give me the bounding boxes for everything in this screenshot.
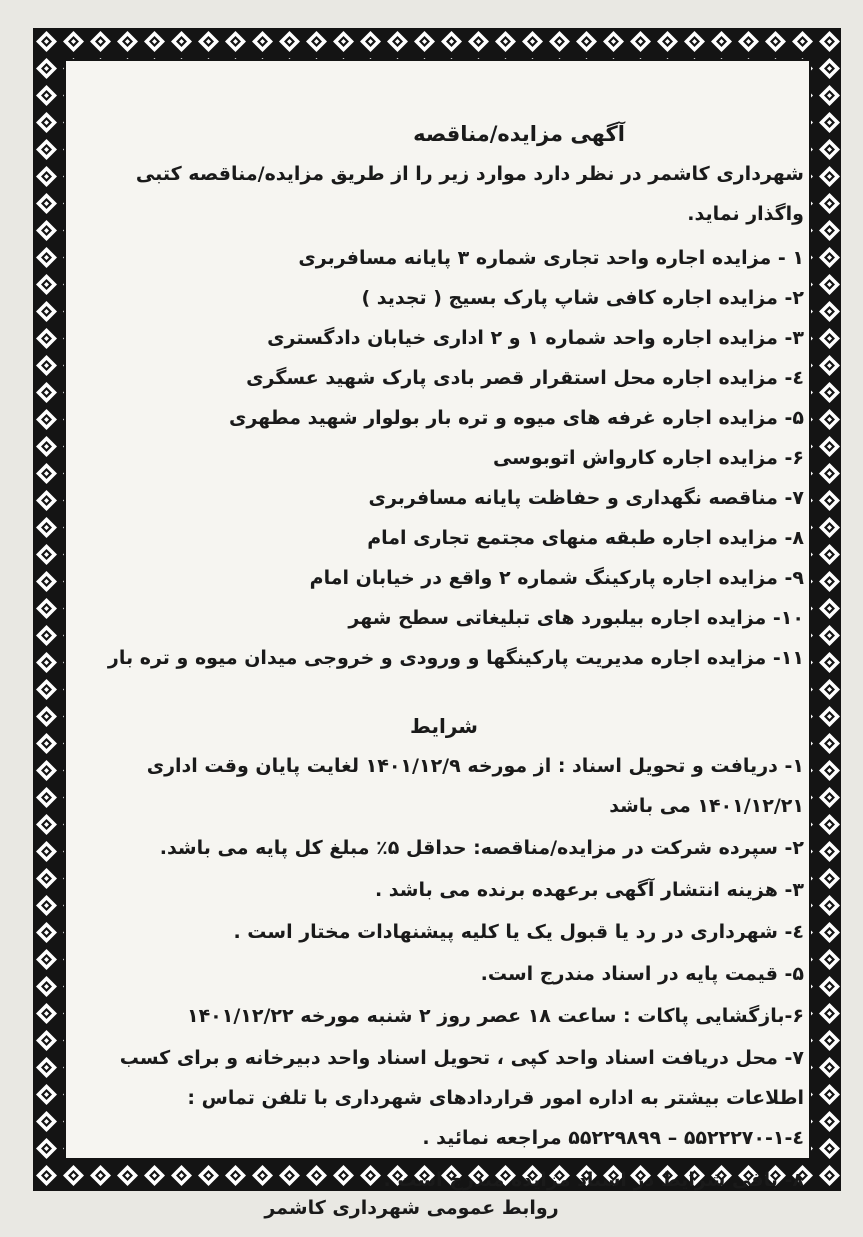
- condition-item: ٤- شهرداری در رد یا قبول یک یا کلیه پیشنهادات مختار است .: [233, 921, 804, 943]
- conditions-list: [74, 746, 804, 1200]
- list-item: ۱۱- مزایده اجاره مدیریت پارکینگها و ورودی و خروجی میدان میوه و تره بار: [107, 647, 804, 669]
- list-item: ۵- مزایده اجاره غرفه های میوه و تره بار بولوار شهید مطهری: [228, 407, 804, 429]
- list-item: ۹- مزایده اجاره پارکینگ شماره ۲ واقع در خیابان امام: [309, 567, 804, 589]
- notice-content: [74, 100, 804, 1202]
- footer-signature: روابط عمومی شهرداری کاشمر: [264, 1197, 559, 1219]
- condition-item: ۶-بازگشایی پاکات : ساعت ۱۸ عصر روز ۲ شنبه مورخه ۱۴۰۱/۱۲/۲۲: [186, 1005, 804, 1027]
- list-item: ۱۰- مزایده اجاره بیلبورد های تبلیغاتی سطح شهر: [348, 607, 804, 629]
- condition-item: ۳- هزینه انتشار آگهی برعهده برنده می باشد .: [374, 879, 804, 901]
- condition-item: ۷- محل دریافت اسناد واحد کپی ، تحویل اسناد واحد دبیرخانه و برای کسب اطلاعات بیشتر به اداره امور قراردادهای شهرداری با تلفن تماس : ٤-۱-۵۵۲۲۲۷۰ – ۵۵۲۲۹۸۹۹ مراجعه نمائید .: [119, 1047, 804, 1149]
- condition-item: ۵- قیمت پایه در اسناد مندرج است.: [480, 963, 804, 985]
- condition-item: ۸- باقی شرایط در اسناد مزایده مندرج است .: [383, 1169, 804, 1191]
- condition-item: ۲- سپرده شرکت در مزایده/مناقصه: حداقل ۵٪ مبلغ کل پایه می باشد.: [159, 837, 804, 859]
- list-item: ۸- مزایده اجاره طبقه منهای مجتمع تجاری امام: [367, 527, 804, 549]
- list-item: ۲- مزایده اجاره کافی شاپ پارک بسیج ( تجدید ): [361, 287, 804, 309]
- notice-title: آگهی مزایده/مناقصه: [413, 122, 625, 146]
- list-item: ۳- مزایده اجاره واحد شماره ۱ و ۲ اداری خیابان دادگستری: [267, 327, 804, 349]
- notice-intro: شهرداری کاشمر در نظر دارد موارد زیر را از طریق مزایده/مناقصه کتبی واگذار نماید.: [135, 163, 804, 225]
- list-item: ۷- مناقصه نگهداری و حفاظت پایانه مسافربری: [368, 487, 804, 509]
- condition-item: ۱- دریافت و تحویل اسناد : از مورخه ۱۴۰۱/۱۲/۹ لغایت پایان وقت اداری ۱۴۰۱/۱۲/۲۱ می باشد: [146, 755, 804, 817]
- list-item: ۱ - مزایده اجاره واحد تجاری شماره ۳ پایانه مسافربری: [298, 247, 804, 269]
- auction-items-list: [74, 238, 804, 678]
- conditions-title: شرایط: [410, 714, 478, 738]
- list-item: ٤- مزایده اجاره محل استقرار قصر بادی پارک شهید عسگری: [246, 367, 804, 389]
- list-item: ۶- مزایده اجاره کارواش اتوبوسی: [492, 447, 804, 469]
